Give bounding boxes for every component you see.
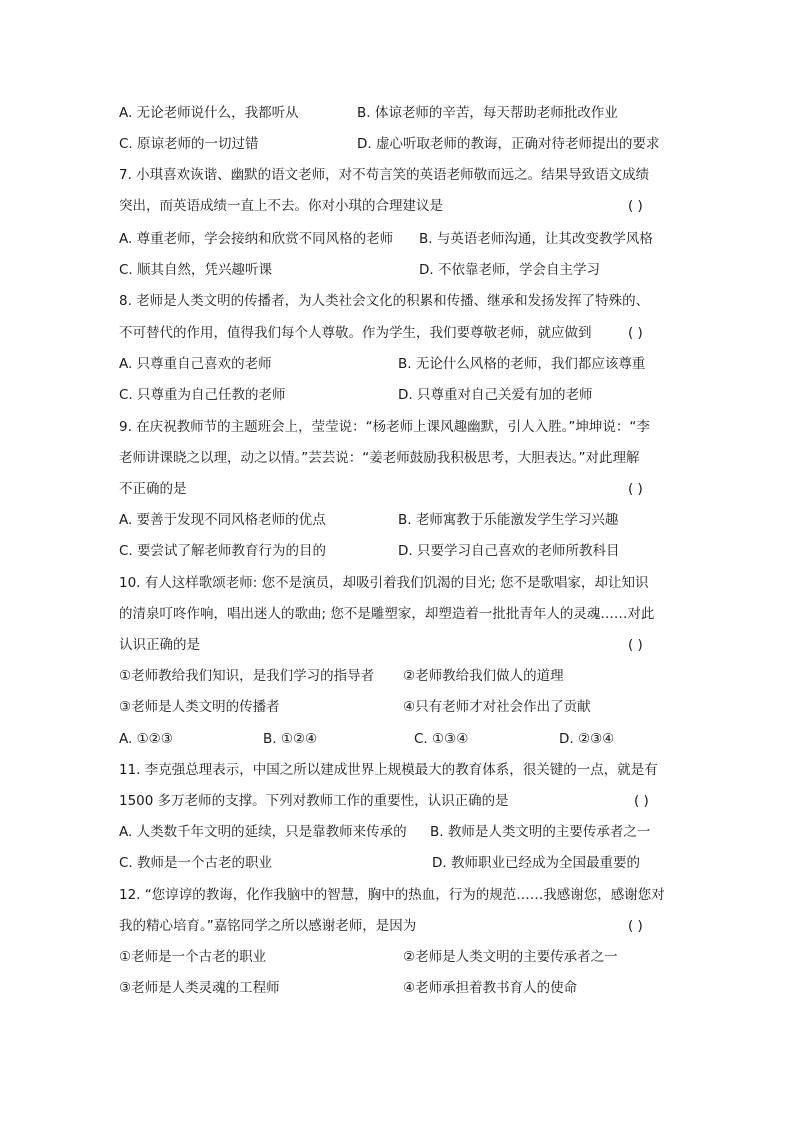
q9-answer-blank: ( ) (628, 481, 643, 497)
q12-statement-1: ①老师是一个古老的职业 (119, 949, 267, 965)
q10-answer-blank: ( ) (628, 637, 643, 653)
q7-option-d: D. 不依靠老师，学会自主学习 (419, 262, 600, 278)
q8-answer-blank: ( ) (628, 325, 643, 341)
q7-option-a: A. 尊重老师，学会接纳和欣赏不同风格的老师 (119, 231, 394, 247)
q7-option-c: C. 顺其自然，凭兴趣听课 (119, 262, 273, 278)
q10-stem-line2: 的清泉叮咚作响，唱出迷人的歌曲; 您不是雕塑家，却塑造着一批批青年人的灵魂……对此 (119, 606, 655, 622)
q7-stem-line1: 7. 小琪喜欢诙谐、幽默的语文老师，对不苟言笑的英语老师敬而远之。结果导致语文成绩 (119, 167, 650, 183)
q6-option-d: D. 虚心听取老师的教诲，正确对待老师提出的要求 (357, 136, 660, 152)
q9-option-c: C. 要尝试了解老师教育行为的目的 (119, 543, 327, 559)
q11-answer-blank: ( ) (634, 793, 649, 809)
q9-option-a: A. 要善于发现不同风格老师的优点 (119, 512, 326, 528)
q12-statement-3: ③老师是人类灵魂的工程师 (119, 980, 280, 996)
q8-option-d: D. 只尊重对自己关爱有加的老师 (398, 387, 593, 403)
q8-stem-line2: 不可替代的作用，值得我们每个人尊敬。作为学生，我们要尊敬老师，就应做到 (119, 325, 592, 341)
q9-option-b: B. 老师寓教于乐能激发学生学习兴趣 (398, 512, 619, 528)
q8-option-a: A. 只尊重自己喜欢的老师 (119, 356, 272, 372)
q12-statement-4: ④老师承担着教书育人的使命 (403, 980, 578, 996)
q7-stem-line2: 突出，而英语成绩一直上不去。你对小琪的合理建议是 (119, 198, 443, 214)
q12-statement-2: ②老师是人类文明的主要传承者之一 (403, 949, 618, 965)
q12-answer-blank: ( ) (628, 918, 643, 934)
q6-option-b: B. 体谅老师的辛苦，每天帮助老师批改作业 (357, 105, 618, 121)
q10-statement-1: ①老师教给我们知识，是我们学习的指导者 (119, 668, 375, 684)
q9-stem-line3: 不正确的是 (119, 481, 187, 497)
q12-stem-line2: 我的精心培育。”嘉铭同学之所以感谢老师，是因为 (119, 918, 417, 934)
q8-option-c: C. 只尊重为自己任教的老师 (119, 387, 286, 403)
q10-option-a: A. ①②③ (119, 731, 173, 747)
q8-stem-line1: 8. 老师是人类文明的传播者，为人类社会文化的积累和传播、继承和发扬发挥了特殊的、 (119, 293, 650, 309)
q11-option-c: C. 教师是一个古老的职业 (119, 855, 273, 871)
q6-option-c: C. 原谅老师的一切过错 (119, 136, 259, 152)
q10-stem-line3: 认识正确的是 (119, 637, 200, 653)
q9-option-d: D. 只要学习自己喜欢的老师所教科目 (398, 543, 620, 559)
q10-option-d: D. ②③④ (559, 731, 615, 747)
q11-stem-line1: 11. 李克强总理表示，中国之所以建成世界上规模最大的教育体系，很关键的一点，就是有 (119, 762, 658, 778)
q9-stem-line2: 老师讲课晓之以理，动之以情。”芸芸说：“姜老师鼓励我积极思考，大胆表达。”对此理解 (119, 450, 640, 466)
q10-statement-4: ④只有老师才对社会作出了贡献 (403, 699, 591, 715)
q10-option-b: B. ①②④ (263, 731, 318, 747)
q10-option-c: C. ①③④ (414, 731, 469, 747)
q9-stem-line1: 9. 在庆祝教师节的主题班会上，莹莹说：“杨老师上课风趣幽默，引人入胜。”坤坤说：“李 (119, 419, 650, 435)
q7-option-b: B. 与英语老师沟通，让其改变教学风格 (419, 231, 653, 247)
q11-option-b: B. 教师是人类文明的主要传承者之一 (430, 824, 651, 840)
q10-statement-3: ③老师是人类文明的传播者 (119, 699, 280, 715)
q8-option-b: B. 无论什么风格的老师，我们都应该尊重 (398, 356, 646, 372)
q6-option-a: A. 无论老师说什么，我都听从 (119, 105, 299, 121)
q11-option-d: D. 教师职业已经成为全国最重要的 (432, 855, 640, 871)
q10-statement-2: ②老师教给我们做人的道理 (403, 668, 564, 684)
q10-stem-line1: 10. 有人这样歌颂老师: 您不是演员，却吸引着我们饥渴的目光; 您不是歌唱家，却让知识 (119, 575, 649, 591)
q11-option-a: A. 人类数千年文明的延续，只是靠教师来传承的 (119, 824, 407, 840)
q7-answer-blank: ( ) (628, 198, 643, 214)
q12-stem-line1: 12. “您谆谆的教诲，化作我脑中的智慧，胸中的热血，行为的规范……我感谢您，感谢您对 (119, 887, 665, 903)
q11-stem-line2: 1500 多万老师的支撑。下列对教师工作的重要性，认识正确的是 (119, 793, 509, 809)
